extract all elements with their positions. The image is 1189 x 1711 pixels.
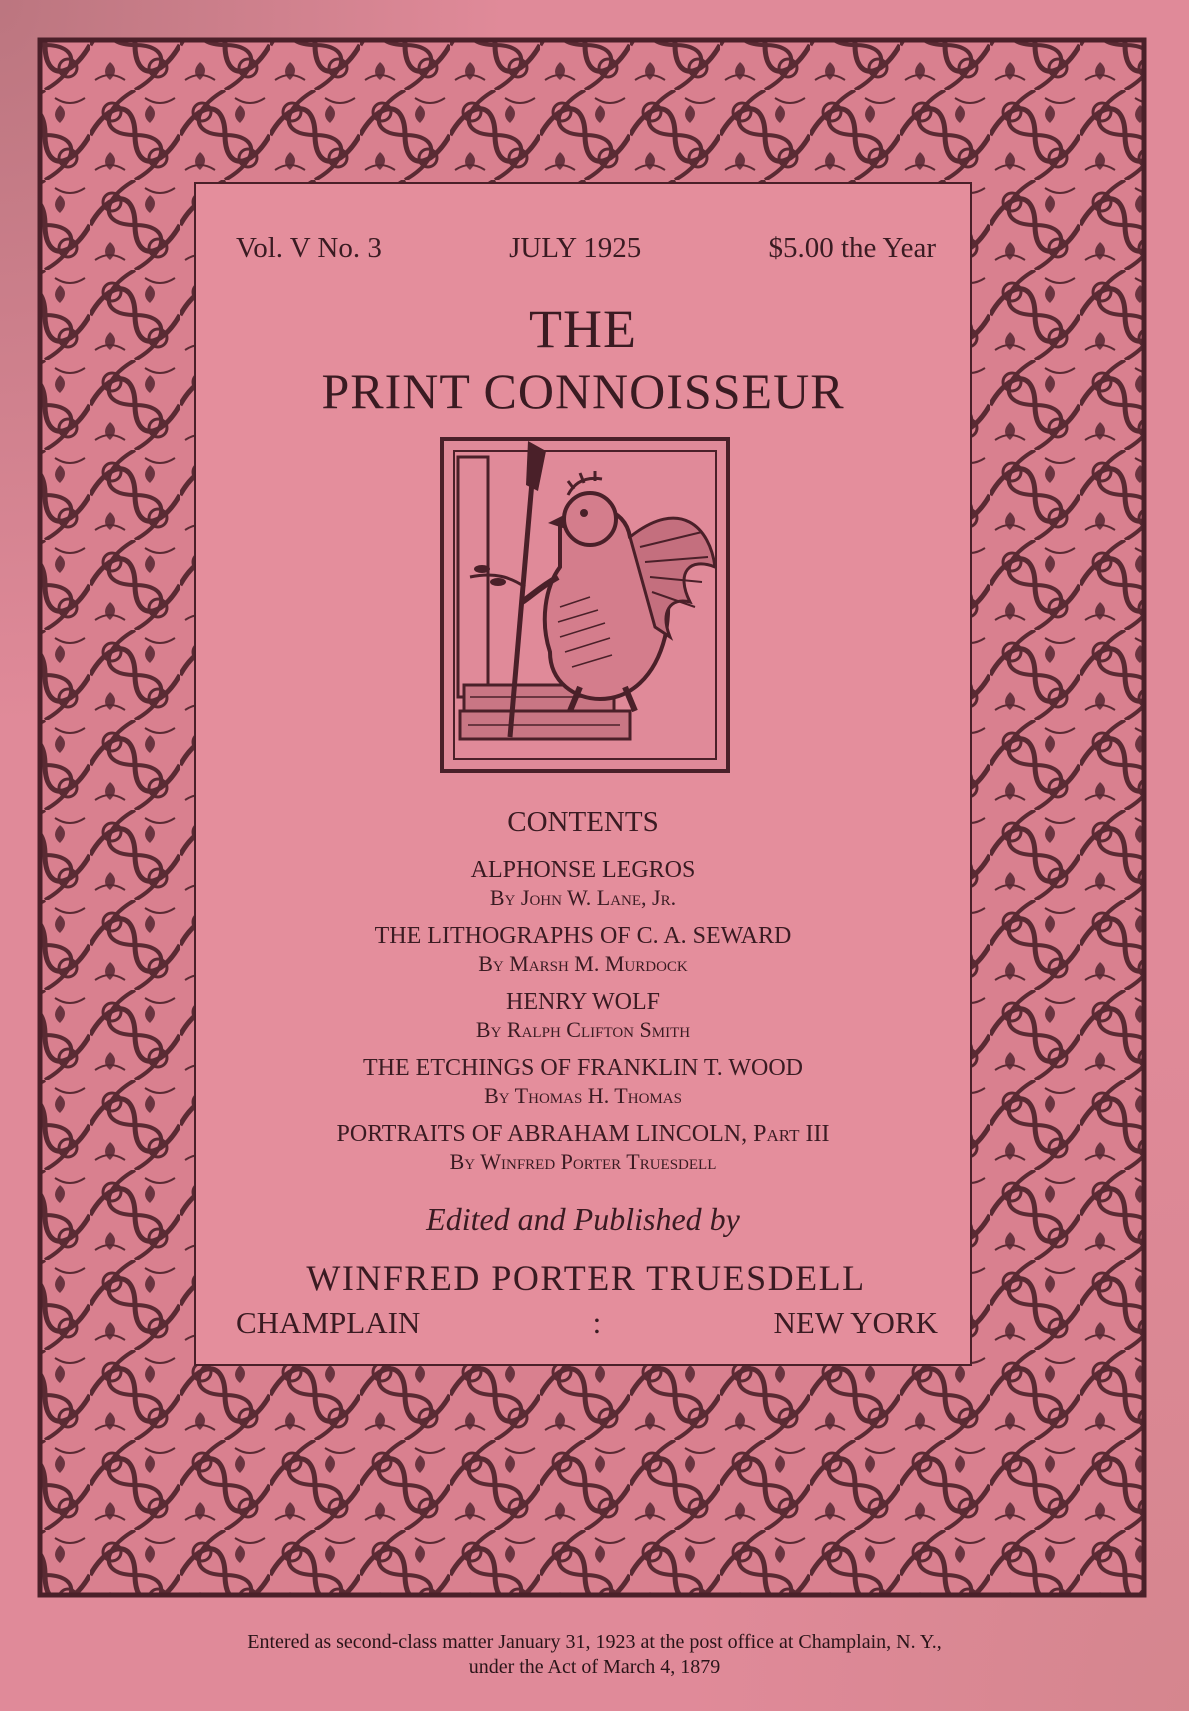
table-of-contents xyxy=(196,806,970,1185)
article-title: THE ETCHINGS OF FRANKLIN T. WOOD xyxy=(363,1055,803,1081)
griffin-woodcut-icon xyxy=(440,437,730,773)
list-item xyxy=(196,1119,970,1175)
subscription-price: $5.00 the Year xyxy=(768,232,936,264)
volume-number: Vol. V No. 3 xyxy=(236,232,382,264)
article-author: By Thomas H. Thomas xyxy=(484,1083,682,1108)
page-title: PRINT CONNOISSEUR xyxy=(321,363,845,419)
list-item xyxy=(196,855,970,911)
city: CHAMPLAIN xyxy=(236,1305,421,1340)
state: NEW YORK xyxy=(773,1305,938,1340)
cover-panel xyxy=(196,184,970,1364)
edited-by-line: Edited and Published by xyxy=(426,1201,740,1237)
postal-notice-line-2: under the Act of March 4, 1879 xyxy=(468,1656,721,1678)
postal-notice xyxy=(0,1630,1189,1680)
masthead xyxy=(236,232,936,265)
article-author: By Winfred Porter Truesdell xyxy=(449,1149,717,1174)
postal-notice-line-1: Entered as second-class matter January 31, 1923 at the post office at Champlain, N. Y., xyxy=(247,1631,942,1653)
publisher-name: WINFRED PORTER TRUESDELL xyxy=(306,1258,866,1298)
article-title: ALPHONSE LEGROS xyxy=(470,857,696,883)
article-author: By John W. Lane, Jr. xyxy=(489,885,677,910)
publisher-location xyxy=(236,1305,938,1341)
article-title: THE LITHOGRAPHS OF C. A. SEWARD xyxy=(374,923,792,949)
article-author: By Marsh M. Murdock xyxy=(478,951,688,976)
article-title-main: PORTRAITS OF ABRAHAM LINCOLN, xyxy=(336,1121,748,1147)
title-line-1: THE xyxy=(529,299,637,359)
article-title xyxy=(196,1119,970,1149)
contents-heading: CONTENTS xyxy=(507,806,659,838)
issue-date: JULY 1925 xyxy=(509,232,642,264)
article-author: By Ralph Clifton Smith xyxy=(475,1017,691,1042)
separator: : xyxy=(592,1305,602,1340)
list-item xyxy=(196,921,970,977)
article-title: HENRY WOLF xyxy=(505,989,660,1015)
list-item xyxy=(196,1053,970,1109)
article-title-suffix: Part III xyxy=(753,1121,830,1147)
list-item xyxy=(196,987,970,1043)
